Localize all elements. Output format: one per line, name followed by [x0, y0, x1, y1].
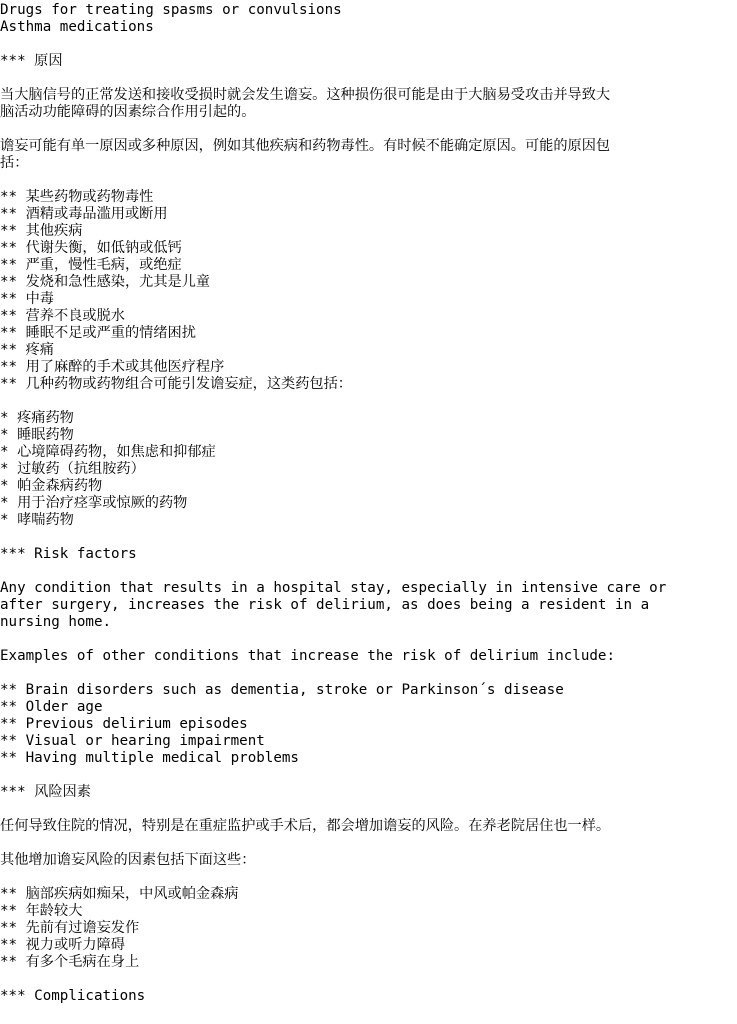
text-line: * 过敏药（抗组胺药）: [0, 461, 145, 477]
text-line: ** 发烧和急性感染，尤其是儿童: [0, 274, 211, 290]
text-line: 其他增加谵妄风险的因素包括下面这些：: [0, 852, 256, 868]
text-line: ** 视力或听力障碍: [0, 937, 125, 953]
text-line: ** 代谢失衡，如低钠或低钙: [0, 240, 182, 256]
text-line: 括：: [0, 155, 29, 171]
text-line: ** Visual or hearing impairment: [0, 733, 265, 749]
text-line: ** 严重，慢性毛病，或绝症: [0, 257, 182, 273]
text-line: ** Older age: [0, 699, 103, 715]
text-line: *** 原因: [0, 53, 63, 69]
text-line: ** Brain disorders such as dementia, stroke or Parkinson´s disease: [0, 682, 564, 698]
text-line: * 睡眠药物: [0, 427, 74, 443]
text-line: 任何导致住院的情况，特别是在重症监护或手术后，都会增加谵妄的风险。在养老院居住也一样。: [0, 818, 611, 834]
text-line: ** 酒精或毒品滥用或断用: [0, 206, 168, 222]
text-line: ** 几种药物或药物组合可能引发谵妄症，这类药包括：: [0, 376, 352, 392]
text-line: * 用于治疗痉挛或惊厥的药物: [0, 495, 188, 511]
text-line: ** 先前有过谵妄发作: [0, 920, 140, 936]
text-line: ** 脑部疾病如痴呆，中风或帕金森病: [0, 886, 239, 902]
text-line: ** Previous delirium episodes: [0, 716, 248, 732]
text-line: * 心境障碍药物，如焦虑和抑郁症: [0, 444, 216, 460]
text-line: ** 某些药物或药物毒性: [0, 189, 154, 205]
text-line: *** Risk factors: [0, 546, 137, 562]
text-line: 当大脑信号的正常发送和接收受损时就会发生谵妄。这种损伤很可能是由于大脑易受攻击并导致大: [0, 87, 611, 103]
text-line: ** 其他疾病: [0, 223, 83, 239]
text-line: ** 用了麻醉的手术或其他医疗程序: [0, 359, 225, 375]
text-line: ** 营养不良或脱水: [0, 308, 125, 324]
text-line: ** 中毒: [0, 291, 54, 307]
text-line: ** 年龄较大: [0, 903, 83, 919]
text-line: ** 有多个毛病在身上: [0, 954, 140, 970]
text-line: 谵妄可能有单一原因或多种原因，例如其他疾病和药物毒性。有时候不能确定原因。可能的原因包: [0, 138, 611, 154]
text-line: Drugs for treating spasms or convulsions: [0, 2, 342, 18]
text-line: * 哮喘药物: [0, 512, 74, 528]
text-line: Asthma medications: [0, 19, 154, 35]
text-line: after surgery, increases the risk of delirium, as does being a resident in a: [0, 597, 650, 613]
text-line: nursing home.: [0, 614, 112, 630]
text-line: *** Complications: [0, 988, 146, 1004]
text-line: ** 疼痛: [0, 342, 54, 358]
text-line: 脑活动功能障碍的因素综合作用引起的。: [0, 104, 256, 120]
text-line: * 疼痛药物: [0, 410, 74, 426]
text-line: *** 风险因素: [0, 784, 91, 800]
text-line: ** Having multiple medical problems: [0, 750, 299, 766]
text-line: ** 睡眠不足或严重的情绪困扰: [0, 325, 196, 341]
text-line: Any condition that results in a hospital stay, especially in intensive care or: [0, 580, 667, 596]
text-line: Examples of other conditions that increase the risk of delirium include:: [0, 648, 615, 664]
text-line: * 帕金森病药物: [0, 478, 103, 494]
